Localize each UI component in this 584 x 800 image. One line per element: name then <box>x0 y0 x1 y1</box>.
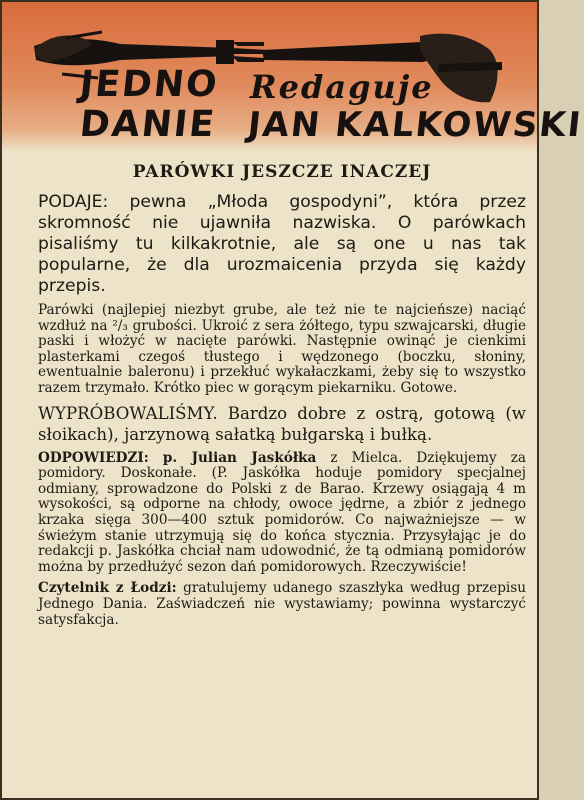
article-headline: PARÓWKI JESZCZE INACZEJ <box>132 162 432 182</box>
answer-2-name: Czytelnik z Łodzi: <box>38 580 177 597</box>
masthead <box>2 2 584 152</box>
answer-1 <box>38 451 526 576</box>
masthead-editor-label: Redaguje <box>250 68 434 106</box>
masthead-title-part1: JEDNO <box>77 64 221 105</box>
article-tested: WYPRÓBOWALIŚMY. Bardzo dobre z ostrą, gotową (w słoikach), jarzynową sałatką bułgarską i bułką. <box>38 403 526 444</box>
article <box>38 156 526 634</box>
answer-2-text: gratulujemy udanego szaszłyka według przepisu Jednego Dania. Zaświadczeń nie wystawiamy; powinna wystarczyć satysfakcja. <box>38 580 526 628</box>
answer-1-text: z Mielca. Dziękujemy za pomidory. Doskonałe. (P. Jaskółka hoduje pomidory specjalnej odmiany, sprowadzone do Polski z de Barao. Krzewy osiągają 4 m wysokości, są odporne na chłody, owoce jędrne, a zbiór z jednego krzaka sięga 300—400 sztuk pomidorów. Co najważniejsze — w świeżym stanie utrzymują się do końca stycznia. Przysyłając je do redakcji p. Jaskółka chciał nam udowodnić, że tą odmianą pomidorów można by przedłużyć sezon dań pomidorowych. Rzeczywiście! <box>38 449 527 575</box>
article-intro: PODAJE: pewna „Młoda gospodyni”, która przez skromność nie ujawniła nazwiska. O parówkach pisaliśmy tu kilkakrotnie, ale są one u nas tak popularne, że dla urozmaicenia przyda się każdy przepis. <box>38 192 526 296</box>
answers-label: ODPOWIEDZI: <box>38 449 149 466</box>
article-recipe: Parówki (najlepiej niezbyt grube, ale też nie te najcieńsze) naciąć wzdłuż na ²/₃ grubości. Ukroić z sera żółtego, typu szwajcarski, długie paski i włożyć w nacięte parówki. Następnie owinąć je cienkimi plasterkami czegoś tłustego i wędzonego (boczku, słoniny, ewentualnie baleronu) i przekłuć wykałaczkami, żeby się to wszystko razem trzymało. Krótko piec w gorącym piekarniku. Gotowe. <box>38 302 526 396</box>
answer-1-name: p. Julian Jaskółka <box>162 449 317 466</box>
answer-2 <box>38 581 526 628</box>
masthead-title-part2: DANIE <box>77 104 219 145</box>
masthead-editor-name: JAN KALKOWSKI <box>245 105 584 145</box>
